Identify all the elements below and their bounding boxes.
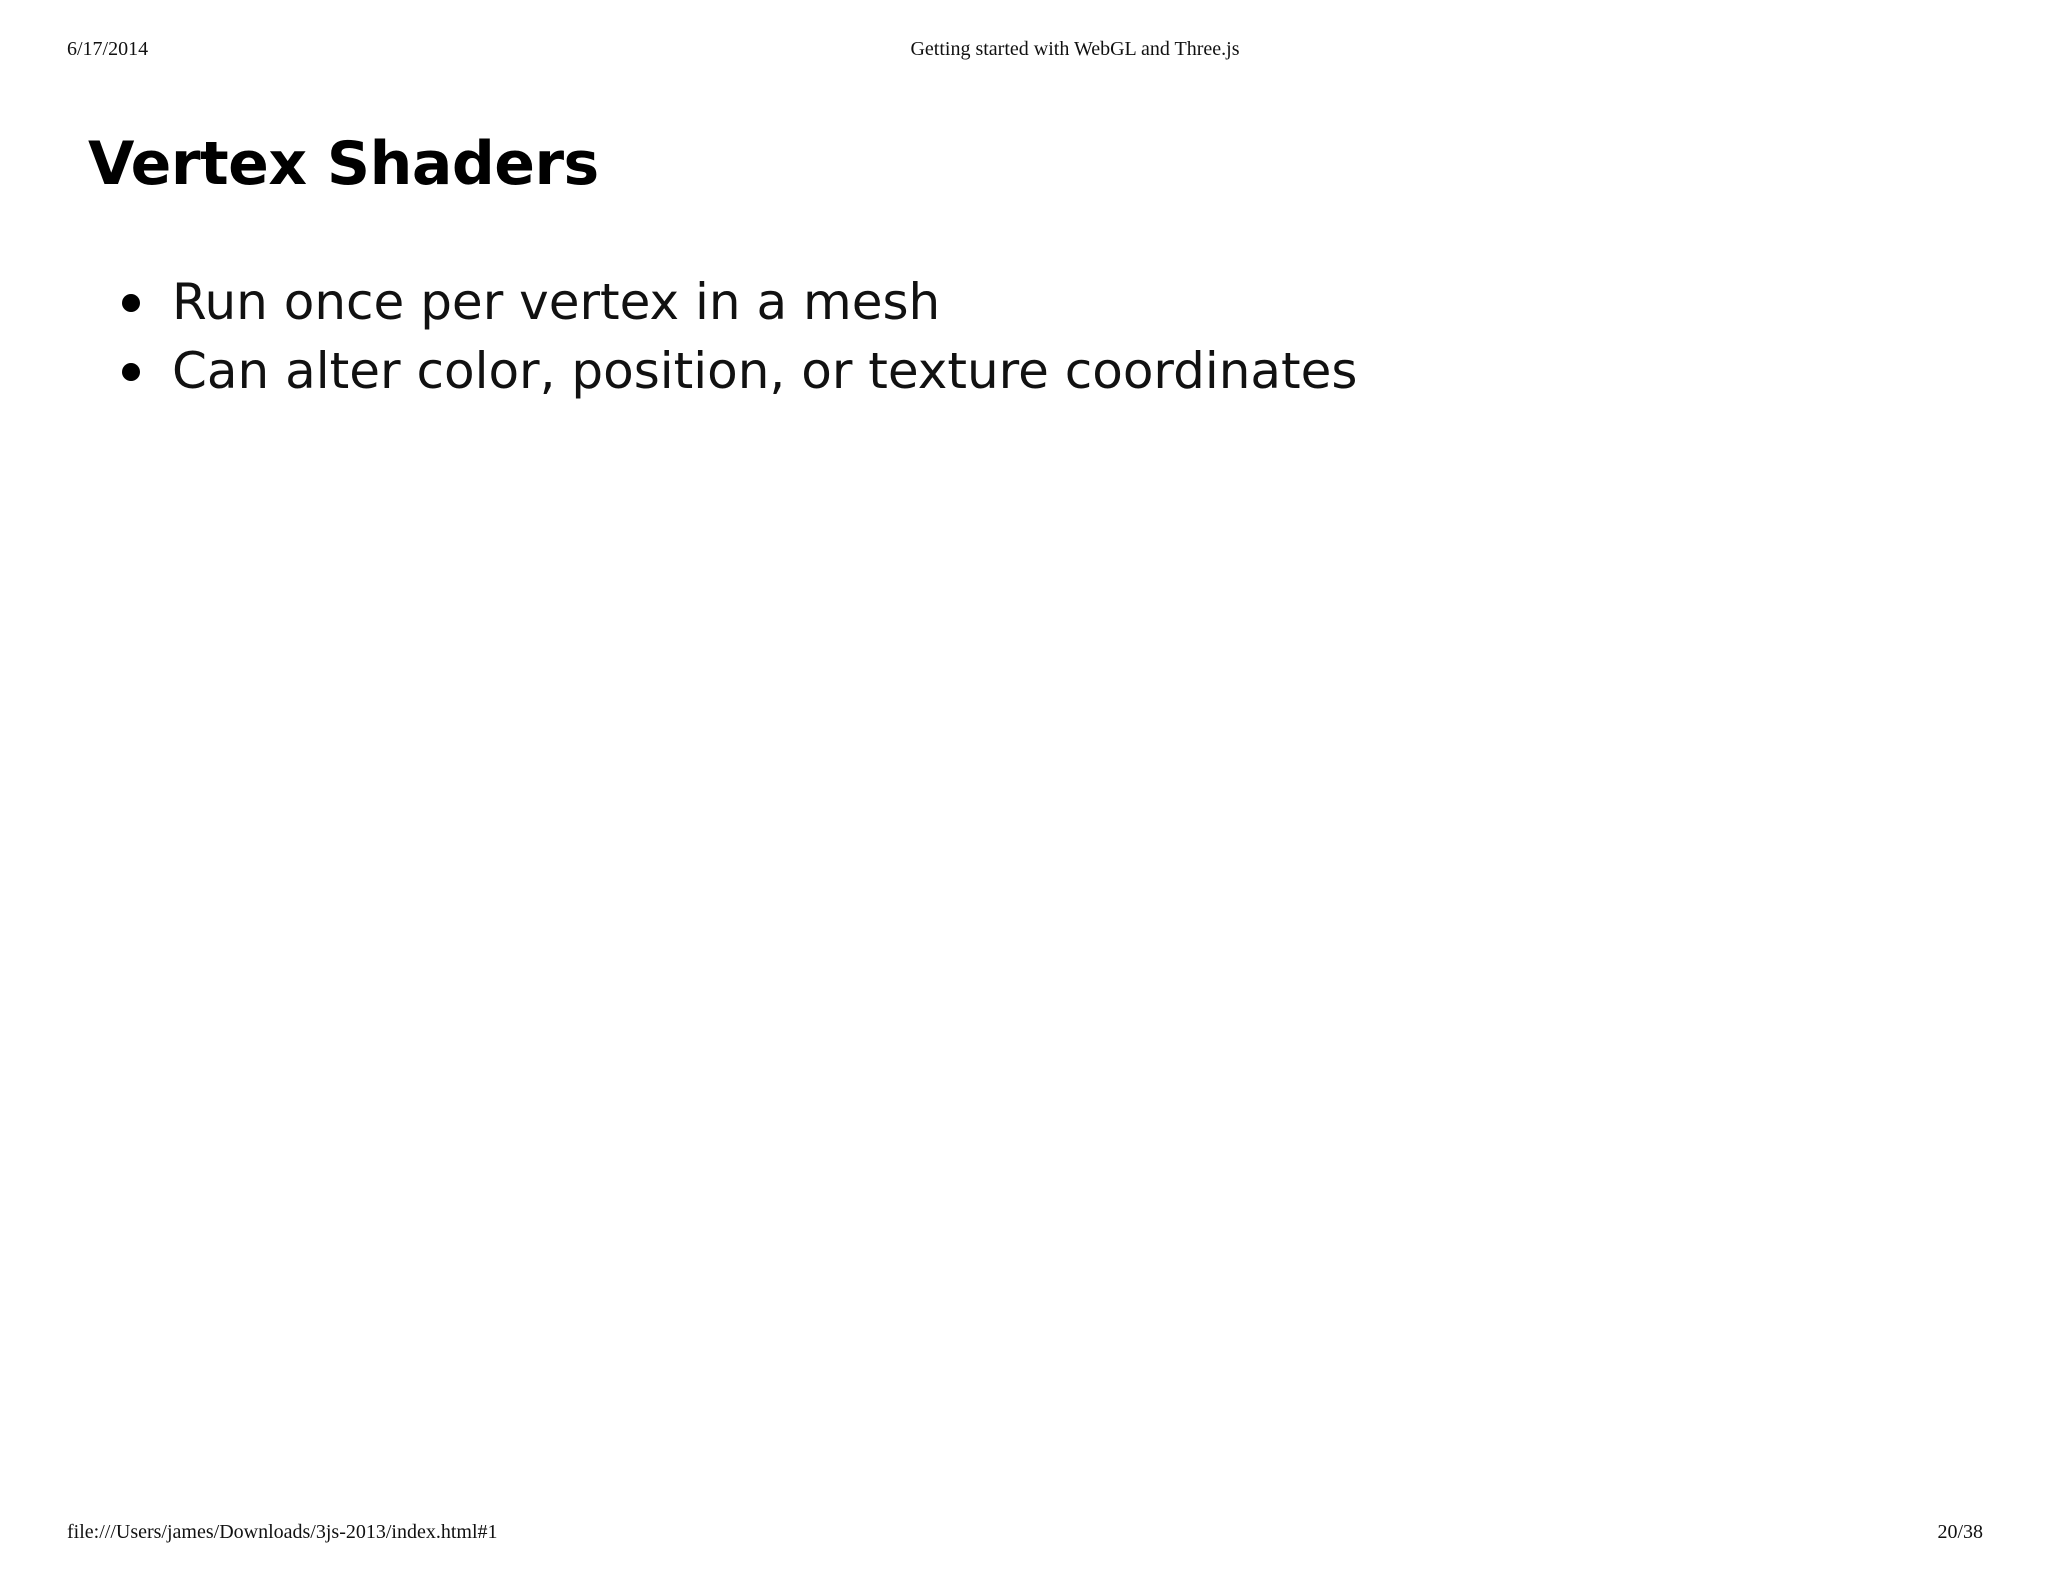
page-number: 20/38 [1937, 1521, 1983, 1543]
print-document-title: Getting started with WebGL and Three.js [910, 38, 1240, 60]
bullet-text: Can alter color, position, or texture coordinates [172, 342, 1358, 400]
bullet-dot-icon [122, 363, 140, 381]
bullet-list [120, 268, 1357, 406]
slide-title: Vertex Shaders [88, 129, 599, 199]
bullet-item [120, 337, 1357, 406]
bullet-dot-icon [122, 294, 140, 312]
bullet-text: Run once per vertex in a mesh [172, 273, 941, 331]
print-date: 6/17/2014 [67, 38, 149, 60]
print-footer [0, 1521, 2048, 1549]
bullet-item [120, 268, 1357, 337]
print-header [0, 38, 2048, 66]
print-url: file:///Users/james/Downloads/3js-2013/index.html#1 [67, 1521, 498, 1543]
